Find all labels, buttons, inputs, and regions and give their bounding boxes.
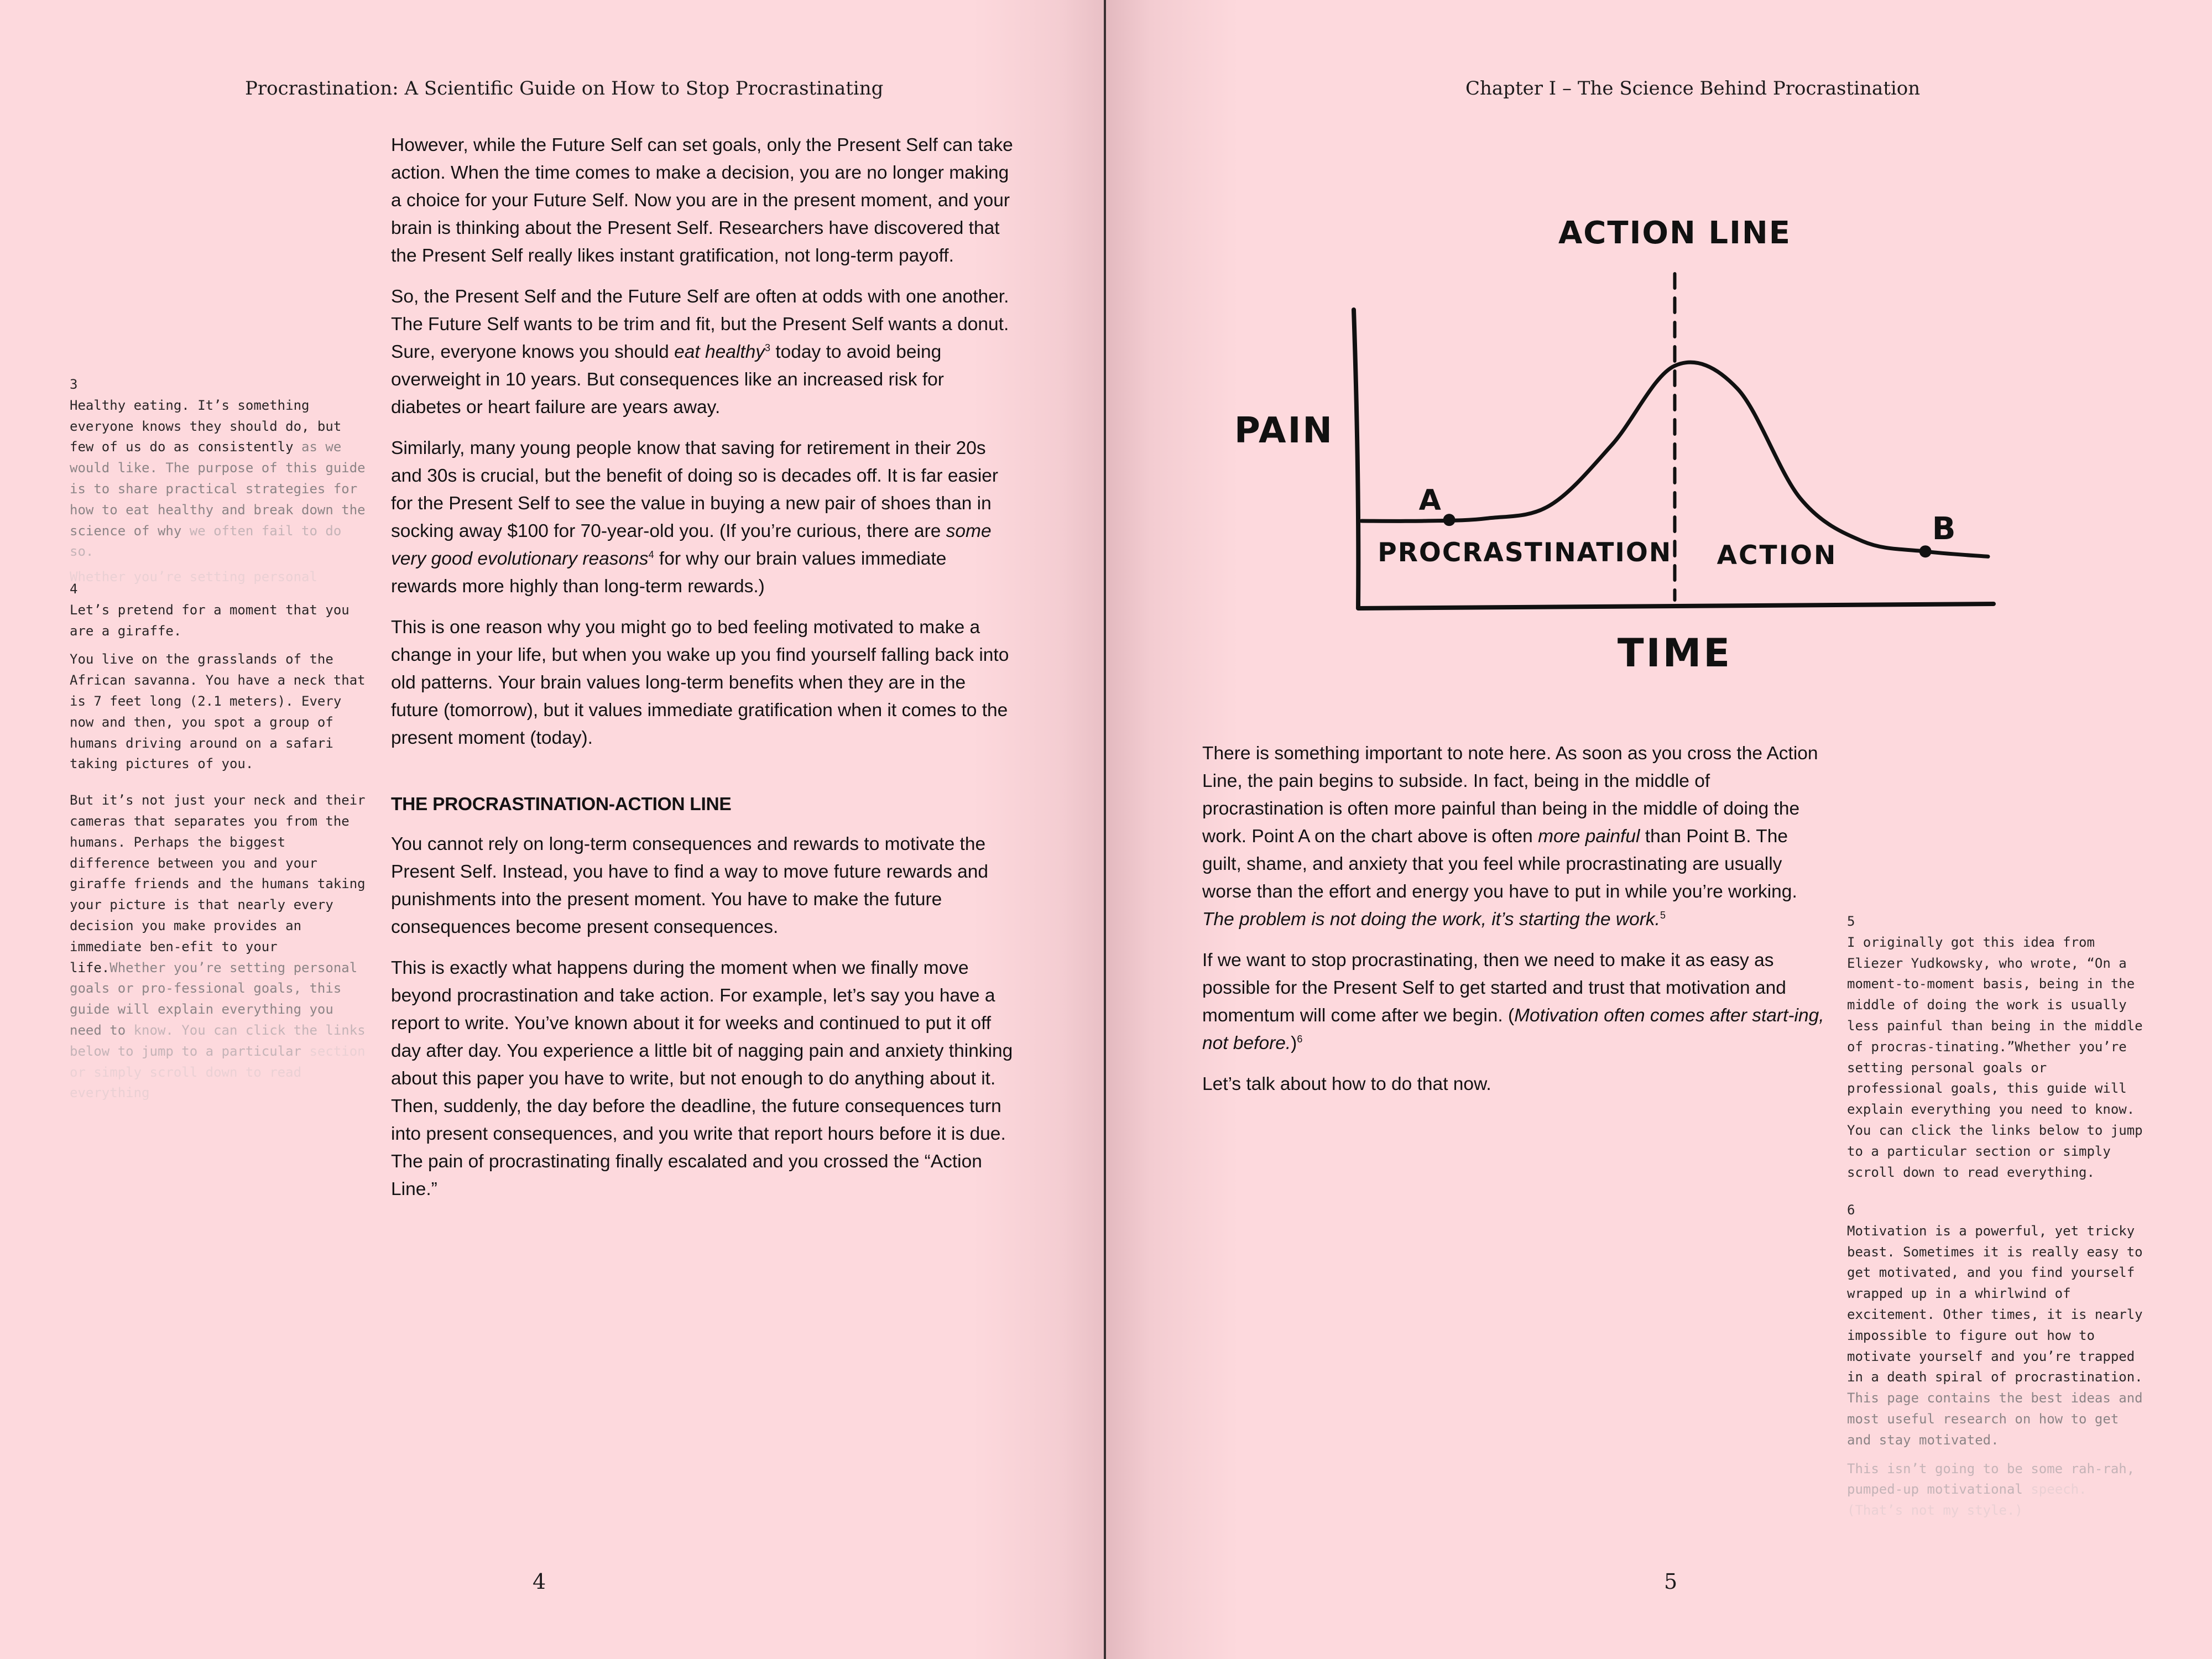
body-paragraph: So, the Present Self and the Future Self are often at odds with one another. The Future Self wants to be trim and fit, but the Present Self wants a donut. Sure, everyone knows you should eat healthy$^3$ today to avoid being overweight in 10 years. But consequences like an increased risk for diabetes or heart failure are years away. (391, 286, 1009, 418)
action-region-label: ACTION (1717, 540, 1838, 571)
right-main-text (1202, 740, 1827, 1112)
sidenote-6-paragraph: Motivation is a powerful, yet tricky beast. Sometimes it is really easy to get motivated, and you find yourself wrapped up in a whirlwind of excitement. Other times, it is nearly impossible to figure out how to motivate yourself and you’re trapped in a death spiral of procrastination. This page contains the best ideas and most useful research on how to get and stay motivated. (1847, 1223, 2143, 1448)
body-paragraph: Similarly, many young people know that saving for retirement in their 20s and 30s is crucial, but the benefit of doing so is decades off. It is far easier for the Present Self to see the value in buying a new pair of shoes than in socking away $100 for 70-year-old you. (If you’re curious, there are some very good evolutionary reasons$^4$ for why our brain values immediate rewards more highly than long-term rewards.) (391, 438, 999, 597)
left-page-number: 4 (533, 1569, 546, 1594)
sidenote-3-number: 3 (70, 377, 78, 392)
body-paragraph: This is one reason why you might go to bed feeling motivated to make a change in your life, but when you wake up you find yourself falling back into old patterns. Your brain values long-term benefits when they are in the future (tomorrow), but it values immediate gratification when it comes to the present moment (today). (391, 617, 1009, 748)
right-running-head: Chapter I – The Science Behind Procrastination (1465, 77, 1921, 100)
right-page (1106, 0, 2212, 1659)
procrastination-region-label: PROCRASTINATION (1378, 538, 1672, 568)
body-paragraph: This is exactly what happens during the moment when we finally move beyond procrastination and take action. For example, let’s say you have a report to write. You’ve known about it for weeks and continued to put it off day after day. You experience a little bit of nagging pain and anxiety thinking about this paper you have to write, but not enough to do anything about it. Then, suddenly, the day before the deadline, the future consequences turn into present consequences, and you write that report hours before it is due. The pain of procrastinating finally escalated and you crossed the “Action Line.” (391, 958, 1013, 1199)
procrastination-action-chart (1217, 199, 2035, 697)
left-running-head: Procrastination: A Scientific Guide on How to Stop Procrastinating (245, 77, 884, 100)
point-b-label: B (1932, 511, 1956, 547)
sidenote-4 (70, 579, 368, 1112)
body-paragraph: If we want to stop procrastinating, then we need to make it as easy as possible for the Present Self to get started and trust that motivation and momentum will come after we begin. (Motivation often comes after start-ing, not before.)$^6$ (1202, 950, 1824, 1053)
footnote-ref-4[interactable]: 4 (648, 549, 654, 560)
sidenote-4-paragraph: Let’s pretend for a moment that you are a giraffe. (70, 602, 349, 639)
sidenote-4-paragraph: You live on the grasslands of the African savanna. You have a neck that is 7 feet long (2.1 meters). Every now and then, you spot a group of humans driving around on a safari taking pictures of you. (70, 651, 366, 772)
footnote-ref-5[interactable]: 5 (1660, 909, 1666, 921)
sidenote-6 (1847, 1200, 2148, 1521)
sidenote-4-number: 4 (70, 581, 78, 597)
section-heading: THE PROCRASTINATION-ACTION LINE (391, 794, 732, 815)
point-a-marker (1443, 514, 1455, 526)
sidenote-3 (70, 374, 368, 588)
sidenote-4-paragraph: But it’s not just your neck and their cameras that separates you from the humans. Perhaps the biggest difference between you and your giraffe friends and the humans taking your picture is that nearly every decision you make provides an immediate ben-efit to your life.Whether you’re setting personal goals or pro-fessional goals, this guide will explain everything you need to know. You can click the links below to jump to a particular section or simply scroll down to read everything (70, 792, 366, 1101)
x-axis-label: TIME (1617, 630, 1733, 676)
right-page-number: 5 (1664, 1569, 1678, 1594)
y-axis-label: PAIN (1234, 410, 1334, 451)
point-a-label: A (1418, 484, 1441, 518)
chart-title: ACTION LINE (1558, 215, 1792, 251)
sidenote-3-text: Healthy eating. It’s something everyone knows they should do, but few of us do as consistently as we would like. The purpose of this guide is to share practical strategies for how to eat healthy and break down the science of why we often fail to do so. (70, 397, 366, 560)
sidenote-5-number: 5 (1847, 914, 1855, 929)
footnote-ref-6[interactable]: 6 (1297, 1033, 1303, 1045)
body-paragraph: You cannot rely on long-term consequences and rewards to motivate the Present Self. Instead, you have to find a way to move future rewards and punishments into the present moment. You have to make the future consequences become present consequences. (391, 834, 989, 937)
left-main-text (391, 132, 1016, 1217)
body-paragraph: Let’s talk about how to do that now. (1202, 1074, 1491, 1094)
sidenote-5-text: I originally got this idea from Eliezer Yudkowsky, who wrote, “On a moment-to-moment basis, being in the middle of doing the work is usually less painful than being in the middle of procras-tinating.”Whether you’re setting personal goals or professional goals, this guide will explain everything you need to know. You can click the links below to jump to a particular section or simply scroll down to read everything. (1847, 934, 2143, 1180)
sidenote-3-fade-out: Whether you’re setting personal (70, 569, 317, 585)
sidenote-6-number: 6 (1847, 1202, 1855, 1218)
sidenote-6-fade-out: This isn’t going to be some rah-rah, pumped-up motivational speech. (That’s not my style.) (1847, 1460, 2135, 1519)
footnote-ref-3[interactable]: 3 (765, 342, 771, 353)
body-paragraph: There is something important to note here. As soon as you cross the Action Line, the pain begins to subside. In fact, being in the middle of procrastination is often more painful than being in the middle of doing the work. Point A on the chart above is often more painful than Point B. The guilt, shame, and anxiety that you feel while procrastinating are usually worse than the effort and energy you have to put in while you’re working. The problem is not doing the work, it’s starting the work.$^5$ (1202, 743, 1818, 930)
body-paragraph: However, while the Future Self can set goals, only the Present Self can take action. When the time comes to make a decision, you are no longer making a choice for your Future Self. Now you are in the present moment, and your brain is thinking about the Present Self. Researchers have discovered that the Present Self really likes instant gratification, not long-term payoff. (391, 135, 1013, 266)
sidenote-5 (1847, 911, 2148, 1183)
point-b-marker (1919, 545, 1932, 557)
